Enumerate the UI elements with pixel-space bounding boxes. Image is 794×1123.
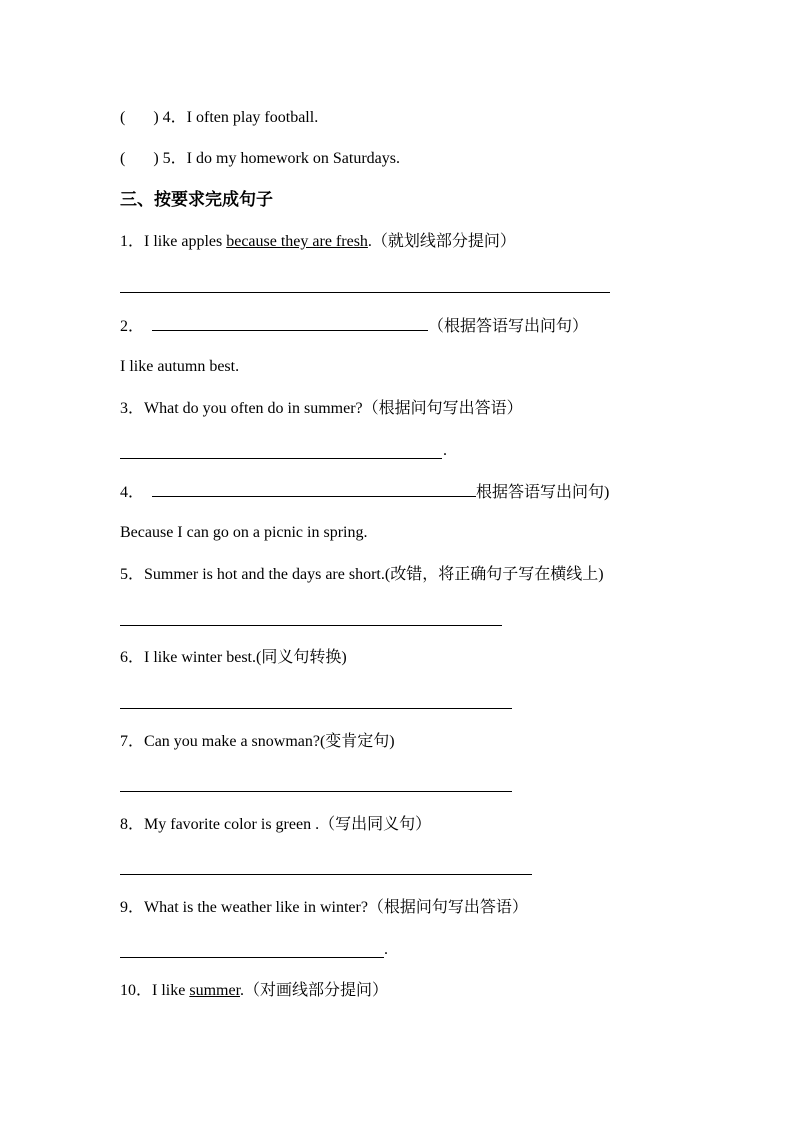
question-8: [120, 815, 431, 835]
answer-line-9[interactable]: [120, 957, 384, 958]
question-5: [120, 565, 604, 585]
answer-line-7[interactable]: [120, 791, 512, 792]
question-2: [120, 316, 588, 337]
item-text: I often play football.: [186, 109, 319, 126]
period-mark: .: [384, 941, 388, 958]
question-text: Can you make a snowman?(变肯定句): [144, 733, 395, 750]
answer-blank-2[interactable]: [152, 316, 428, 331]
section-title: 三、按要求完成句子: [120, 190, 273, 209]
question-number: 6．: [120, 649, 145, 666]
question-number: 7．: [120, 733, 145, 750]
question-4: [120, 482, 609, 503]
question-number: 8．: [120, 816, 145, 833]
period-mark: .: [443, 442, 447, 459]
question-3: [120, 399, 523, 419]
judge-item-5: [120, 149, 400, 169]
answer-line-1[interactable]: [120, 292, 610, 293]
item-number: 4．: [162, 109, 187, 126]
question-instruction: .（就划线部分提问）: [367, 233, 516, 250]
question-number: 3．: [120, 400, 145, 417]
question-text: What do you often do in summer?（根据问句写出答语）: [144, 400, 523, 417]
question-1: [120, 232, 516, 252]
underlined-phrase: because they are fresh: [226, 233, 368, 250]
answer-line-3[interactable]: [120, 458, 442, 459]
judge-item-4: [120, 108, 318, 128]
question-instruction: 根据答语写出问句): [476, 484, 610, 501]
underlined-phrase: summer: [189, 982, 241, 999]
question-text: What is the weather like in winter?（根据问句写出答语）: [144, 899, 528, 916]
question-text: I like: [152, 982, 190, 999]
question-number: 10．: [120, 982, 153, 999]
question-text: I like apples: [144, 233, 227, 250]
bracket-open: (: [120, 150, 126, 167]
question-number: 1．: [120, 233, 145, 250]
question-instruction: .（对画线部分提问）: [240, 982, 389, 999]
question-text: I like winter best.(同义句转换): [144, 649, 347, 666]
question-10: [120, 981, 388, 1001]
question-number: 9．: [120, 899, 145, 916]
question-7: [120, 732, 395, 752]
bracket-close: ): [153, 109, 159, 126]
bracket-open: (: [120, 109, 126, 126]
answer-line-5[interactable]: [120, 625, 502, 626]
item-text: I do my homework on Saturdays.: [186, 150, 400, 167]
question-text: My favorite color is green .（写出同义句）: [144, 816, 432, 833]
question-instruction: （根据答语写出问句）: [428, 318, 589, 335]
answer-blank-4[interactable]: [152, 482, 476, 497]
question-number: 2．: [120, 318, 145, 335]
question-number: 5．: [120, 566, 145, 583]
question-text: Summer is hot and the days are short.(改错，将正确句子写在横线上): [144, 566, 604, 583]
given-answer-4: Because I can go on a picnic in spring.: [120, 524, 368, 541]
answer-line-8[interactable]: [120, 874, 532, 875]
item-number: 5．: [162, 150, 187, 167]
answer-line-6[interactable]: [120, 708, 512, 709]
question-9: [120, 898, 528, 918]
given-answer-2: I like autumn best.: [120, 358, 240, 375]
question-6: [120, 648, 347, 668]
question-number: 4．: [120, 484, 145, 501]
bracket-close: ): [153, 150, 159, 167]
